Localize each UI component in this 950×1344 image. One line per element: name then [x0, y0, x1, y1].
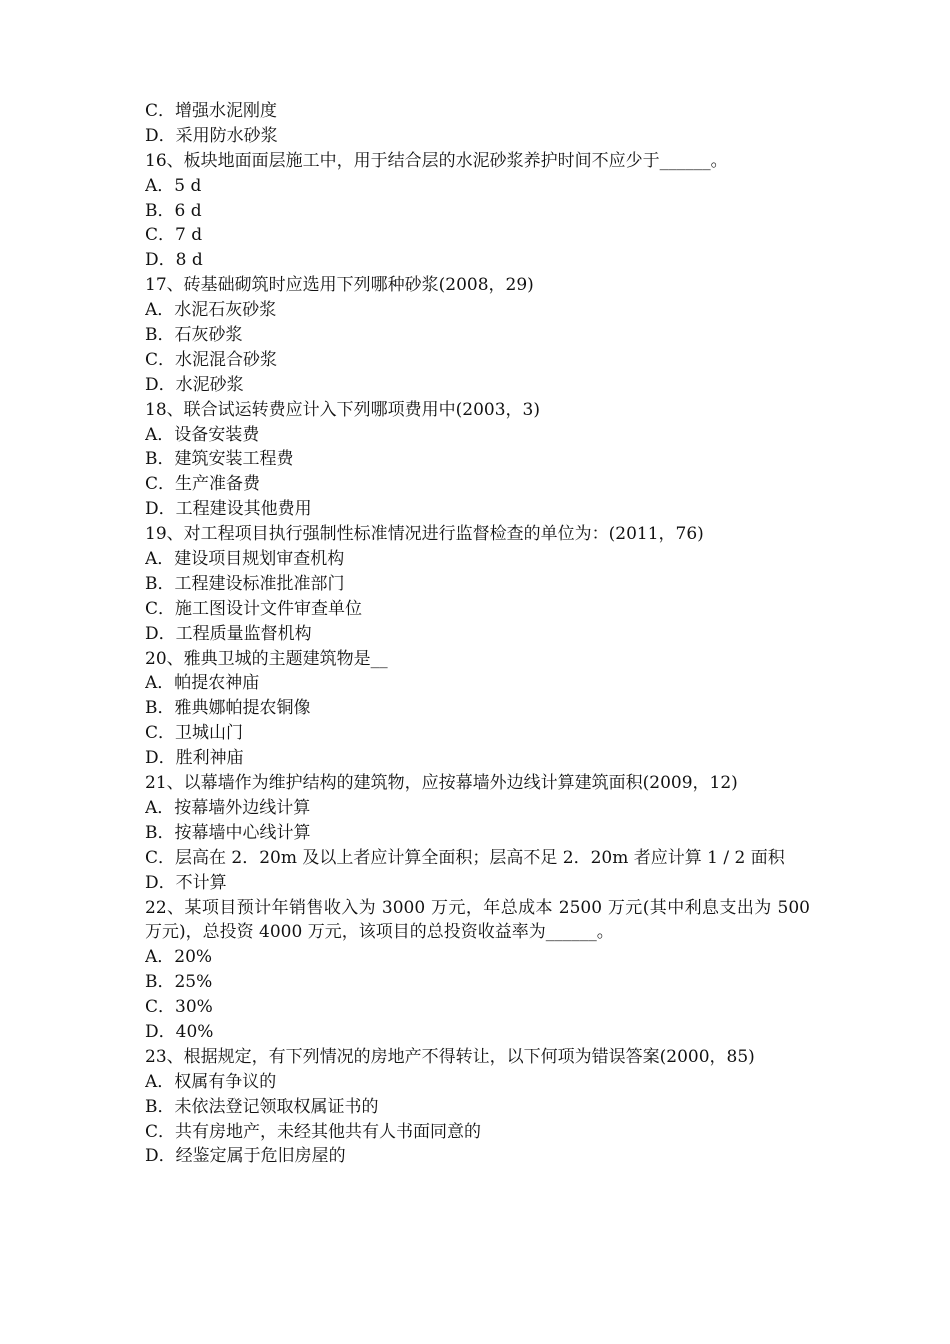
exam-content — [145, 99, 810, 1169]
option-c: C．增强水泥刚度 — [145, 101, 278, 121]
option-b: B．工程建设标准批准部门 — [145, 573, 345, 594]
option-a: A．20% — [145, 947, 213, 968]
option-c: C．卫城山门 — [145, 723, 244, 744]
option-a: A．权属有争议的 — [145, 1071, 277, 1092]
option-b: B．建筑安装工程费 — [145, 449, 294, 470]
question-19: 19、对工程项目执行强制性标准情况进行监督检查的单位为：(2011，76) — [145, 524, 704, 545]
option-b: B．石灰砂浆 — [145, 325, 243, 346]
question-21: 21、以幕墙作为维护结构的建筑物，应按幕墙外边线计算建筑面积(2009，12) — [145, 773, 738, 794]
option-b: B．6 d — [145, 200, 202, 221]
option-d: D．工程质量监督机构 — [145, 623, 312, 644]
option-d: D．经鉴定属于危旧房屋的 — [145, 1146, 346, 1167]
option-b: B．25% — [145, 972, 213, 993]
option-d: D．水泥砂浆 — [145, 374, 244, 395]
option-a: A．建设项目规划审查机构 — [145, 549, 345, 570]
option-a: A．设备安装费 — [145, 424, 260, 445]
option-d: D．不计算 — [145, 872, 227, 893]
option-a: A．帕提农神庙 — [145, 673, 260, 694]
option-b: B．按幕墙中心线计算 — [145, 822, 311, 843]
option-d: D．40% — [145, 1022, 214, 1042]
question-18: 18、联合试运转费应计入下列哪项费用中(2003，3) — [145, 399, 540, 420]
question-20: 20、雅典卫城的主题建筑物是__ — [145, 648, 388, 669]
option-d: D．8 d — [145, 250, 203, 271]
option-a: A．5 d — [145, 175, 202, 196]
option-c: C．水泥混合砂浆 — [145, 349, 278, 370]
option-d: D．采用防水砂浆 — [145, 125, 278, 146]
question-22: 22、某项目预计年销售收入为 3000 万元，年总成本 2500 万元(其中利息支出为 500 万元)，总投资 4000 万元，该项目的总投资收益率为______。 — [145, 897, 810, 943]
option-c: C．7 d — [145, 225, 203, 246]
option-b: B．未依法登记领取权属证书的 — [145, 1096, 379, 1117]
option-d: D．胜利神庙 — [145, 748, 244, 769]
option-c: C．生产准备费 — [145, 474, 261, 495]
question-17: 17、砖基础砌筑时应选用下列哪种砂浆(2008，29) — [145, 275, 534, 296]
option-d: D．工程建设其他费用 — [145, 499, 312, 520]
option-a: A．水泥石灰砂浆 — [145, 300, 277, 321]
option-b: B．雅典娜帕提农铜像 — [145, 698, 311, 719]
question-23: 23、根据规定，有下列情况的房地产不得转让，以下何项为错误答案(2000，85) — [145, 1046, 755, 1067]
option-c: C．30% — [145, 997, 213, 1018]
option-c: C．施工图设计文件审查单位 — [145, 598, 363, 619]
option-a: A．按幕墙外边线计算 — [145, 797, 311, 818]
option-c: C．共有房地产，未经其他共有人书面同意的 — [145, 1121, 482, 1142]
question-16: 16、板块地面面层施工中，用于结合层的水泥砂浆养护时间不应少于______。 — [145, 150, 728, 171]
option-c: C．层高在 2．20m 及以上者应计算全面积；层高不足 2．20m 者应计算 1 / 2 面积 — [145, 847, 785, 868]
